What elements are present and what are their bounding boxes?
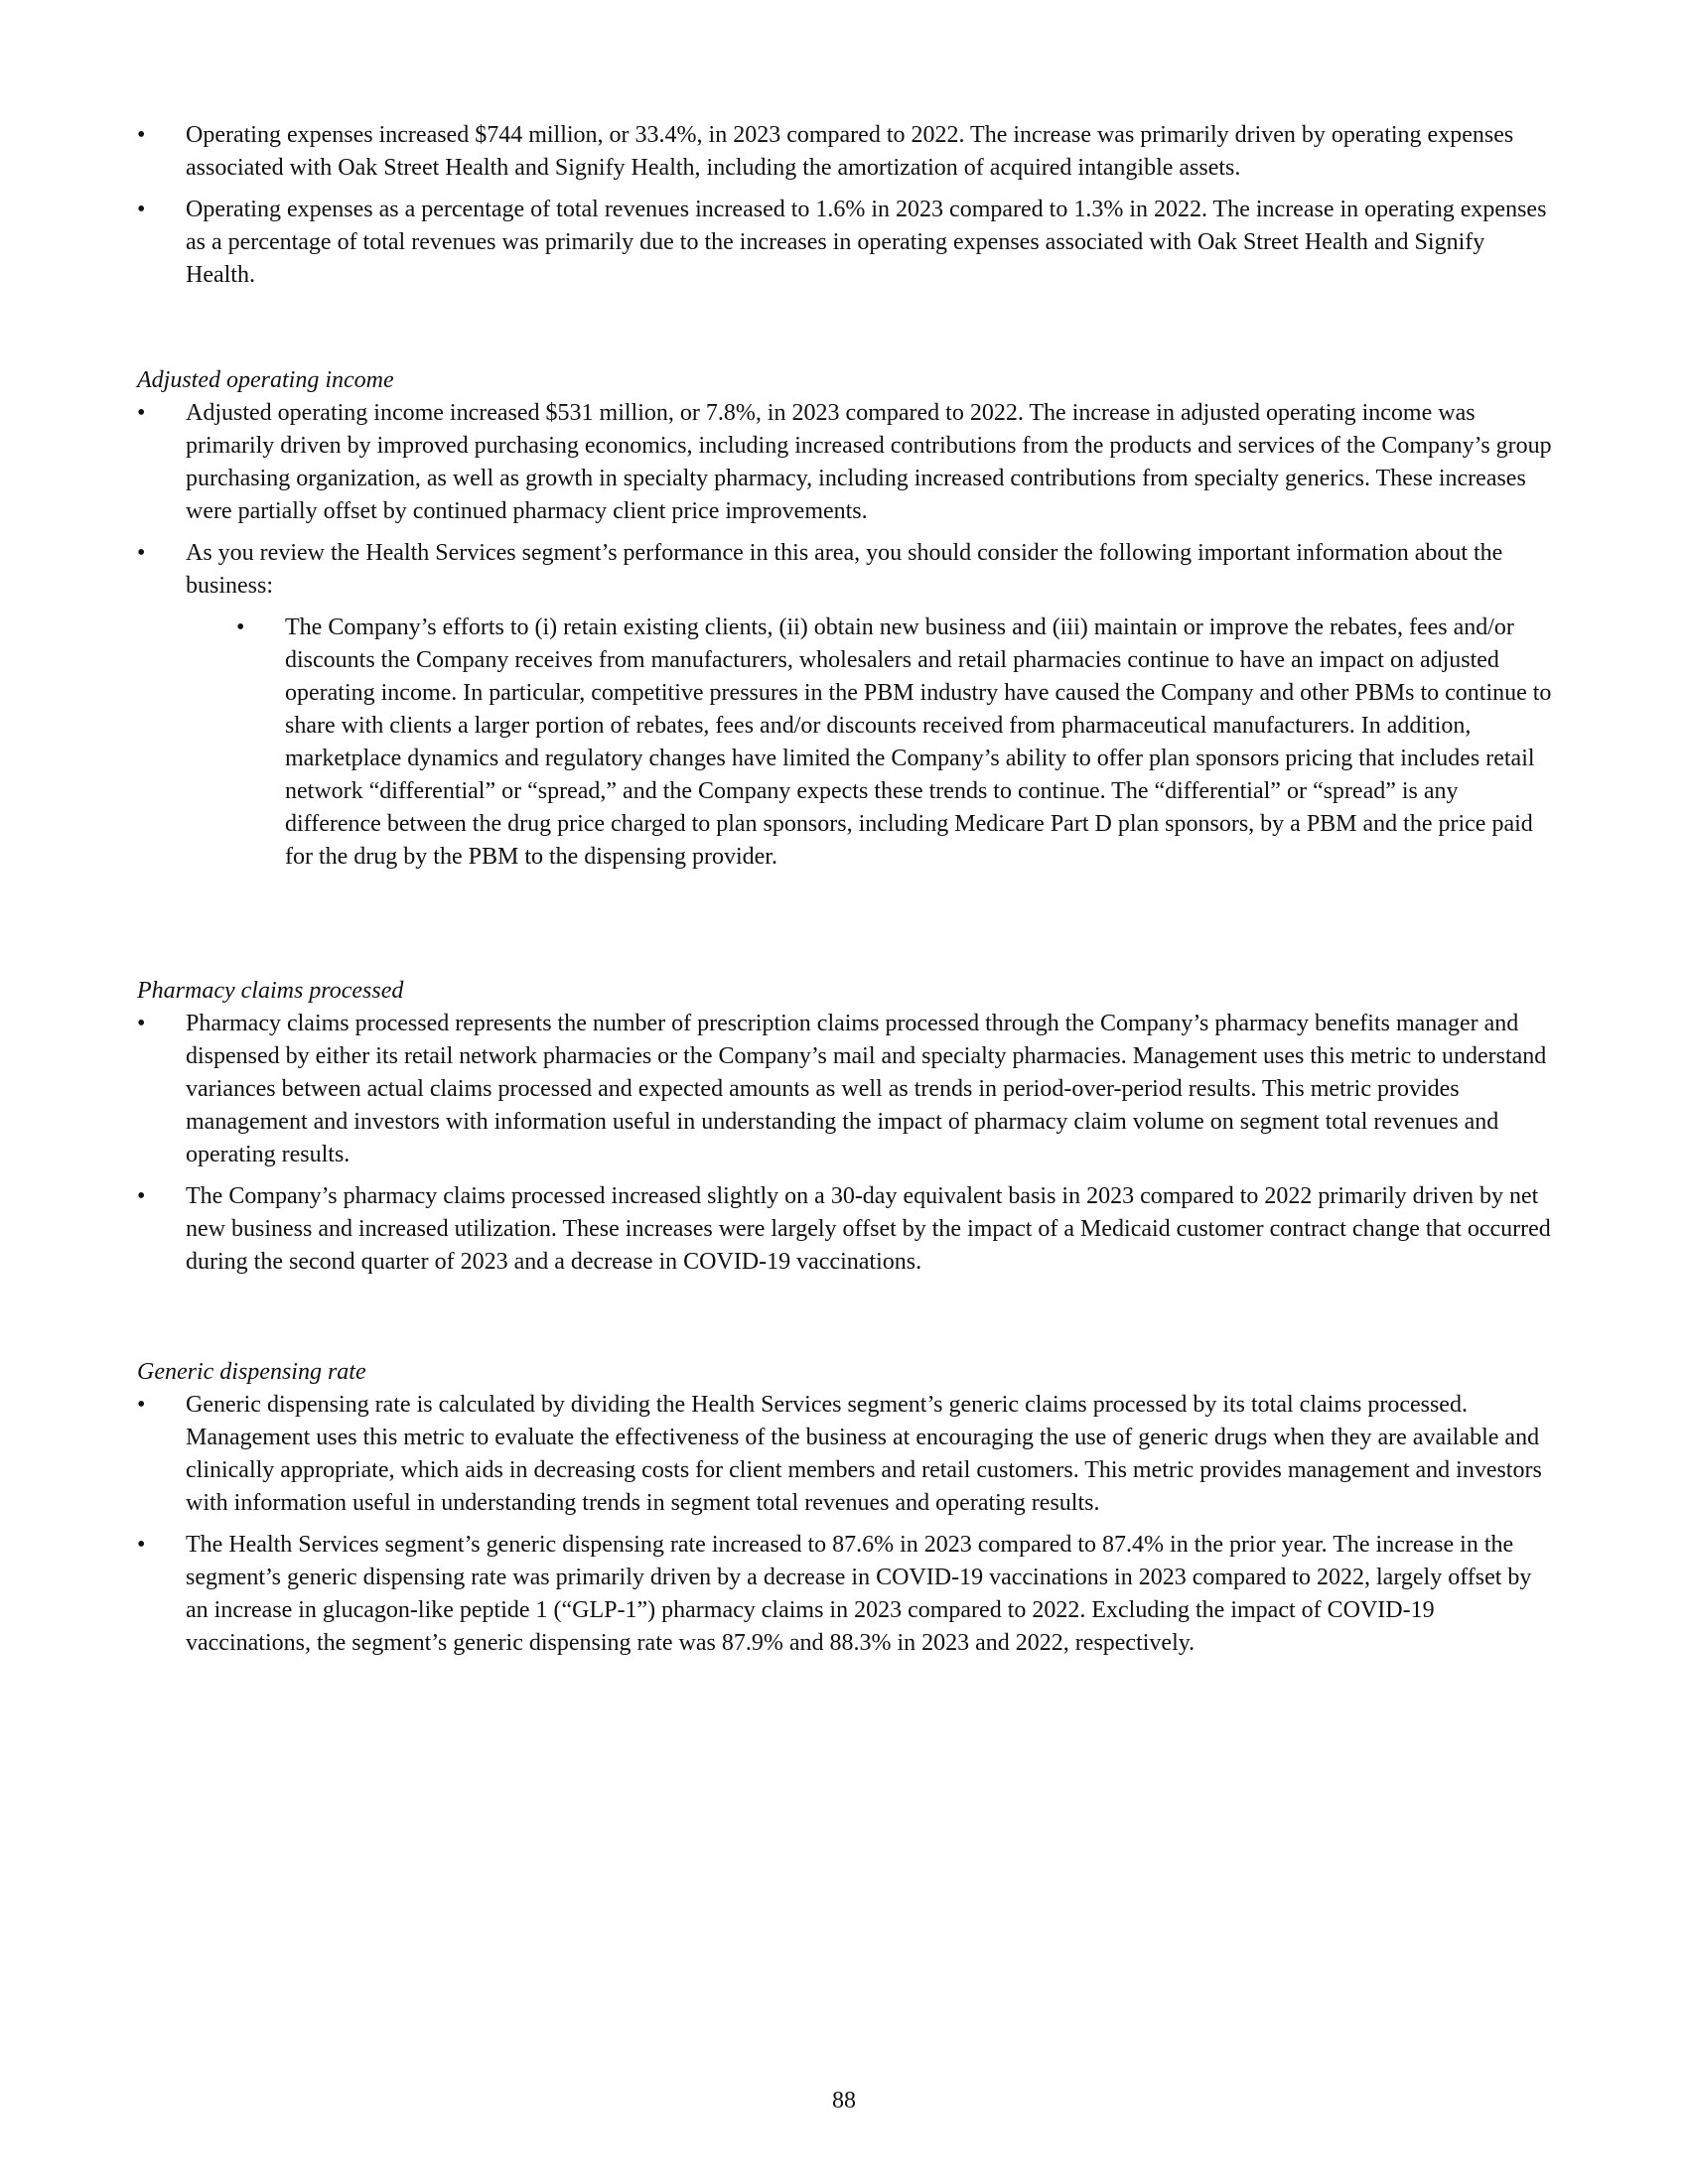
bullet-icon: • xyxy=(137,197,146,222)
bullet-icon: • xyxy=(236,614,245,640)
bullet-item xyxy=(137,1180,1557,1279)
page-number: 88 xyxy=(832,2088,856,2114)
bullet-text: Adjusted operating income increased $531 million, or 7.8%, in 2023 compared to 2022. The increase in adjusted operating income was primarily driven by improved purchasing economics, including increased contributions from the products and services of the Company’s group purchasing organization, as well as growth in specialty pharmacy, including increased contributions from specialty generics. These increases were partially offset by continued pharmacy client price improvements. xyxy=(186,400,1552,524)
section-heading: Adjusted operating income xyxy=(137,367,394,393)
bullet-icon: • xyxy=(137,1011,146,1036)
bullet-item xyxy=(137,397,1557,528)
operating-expenses-section xyxy=(137,119,1557,292)
nested-bullet-item xyxy=(236,612,1557,874)
bullet-icon: • xyxy=(137,1392,146,1418)
pharmacy-claims-section xyxy=(137,975,1557,1279)
bullet-text: Pharmacy claims processed represents the number of prescription claims processed through the Company’s pharmacy benefits manager and dispensed by either its retail network pharmacies or the Company’s mail and specialty pharmacies. Management uses this metric to understand variances between actual claims processed and expected amounts as well as trends in period-over-period results. This metric provides management and investors with information useful in understanding the impact of pharmacy claim volume on segment total revenues and operating results. xyxy=(186,1011,1547,1167)
bullet-text: As you review the Health Services segment’s performance in this area, you should consider the following important information about the business: xyxy=(186,540,1503,599)
bullet-text: Generic dispensing rate is calculated by dividing the Health Services segment’s generic claims processed by its total claims processed. Management uses this metric to evaluate the effectiveness of the business at encouraging the use of generic drugs when they are available and clinically appropriate, which aids in decreasing costs for client members and retail customers. This metric provides management and investors with information useful in understanding trends in segment total revenues and operating results. xyxy=(186,1392,1542,1516)
bullet-text: The Company’s efforts to (i) retain existing clients, (ii) obtain new business and (iii) maintain or improve the rebates, fees and/or discounts the Company receives from manufacturers, wholesalers and retail pharmacies continue to have an impact on adjusted operating income. In particular, competitive pressures in the PBM industry have caused the Company and other PBMs to continue to share with clients a larger portion of rebates, fees and/or discounts received from pharmaceutical manufacturers. In addition, marketplace dynamics and regulatory changes have limited the Company’s ability to offer plan sponsors pricing that includes retail network “differential” or “spread,” and the Company expects these trends to continue. The “differential” or “spread” is any difference between the drug price charged to plan sponsors, including Medicare Part D plan sponsors, by a PBM and the price paid for the drug by the PBM to the dispensing provider. xyxy=(285,614,1552,870)
bullet-icon: • xyxy=(137,540,146,566)
generic-dispensing-rate-section xyxy=(137,1356,1557,1660)
bullet-icon: • xyxy=(137,1183,146,1209)
bullet-icon: • xyxy=(137,122,146,148)
section-heading: Pharmacy claims processed xyxy=(137,978,404,1004)
section-heading: Generic dispensing rate xyxy=(137,1359,366,1385)
bullet-icon: • xyxy=(137,1532,146,1558)
bullet-text: Operating expenses as a percentage of total revenues increased to 1.6% in 2023 compared to 1.3% in 2022. The increase in operating expenses as a percentage of total revenues was primarily due to the increases in operating expenses associated with Oak Street Health and Signify Health. xyxy=(186,197,1547,288)
bullet-item xyxy=(137,119,1557,185)
bullet-icon: • xyxy=(137,400,146,426)
bullet-item xyxy=(137,537,1557,603)
bullet-item xyxy=(137,1529,1557,1660)
bullet-item xyxy=(137,194,1557,292)
bullet-text: Operating expenses increased $744 million, or 33.4%, in 2023 compared to 2022. The increase was primarily driven by operating expenses associated with Oak Street Health and Signify Health, including the amortization of acquired intangible assets. xyxy=(186,122,1514,181)
bullet-item xyxy=(137,1008,1557,1171)
bullet-text: The Health Services segment’s generic dispensing rate increased to 87.6% in 2023 compared to 87.4% in the prior year. The increase in the segment’s generic dispensing rate was primarily driven by a decrease in COVID-19 vaccinations in 2023 compared to 2022, largely offset by an increase in glucagon-like peptide 1 (“GLP-1”) pharmacy claims in 2023 compared to 2022. Excluding the impact of COVID-19 vaccinations, the segment’s generic dispensing rate was 87.9% and 88.3% in 2023 and 2022, respectively. xyxy=(186,1532,1532,1656)
adjusted-operating-income-section xyxy=(137,364,1557,874)
bullet-item xyxy=(137,1389,1557,1520)
bullet-text: The Company’s pharmacy claims processed increased slightly on a 30-day equivalent basis in 2023 compared to 2022 primarily driven by net new business and increased utilization. These increases were largely offset by the impact of a Medicaid customer contract change that occurred during the second quarter of 2023 and a decrease in COVID-19 vaccinations. xyxy=(186,1183,1551,1275)
